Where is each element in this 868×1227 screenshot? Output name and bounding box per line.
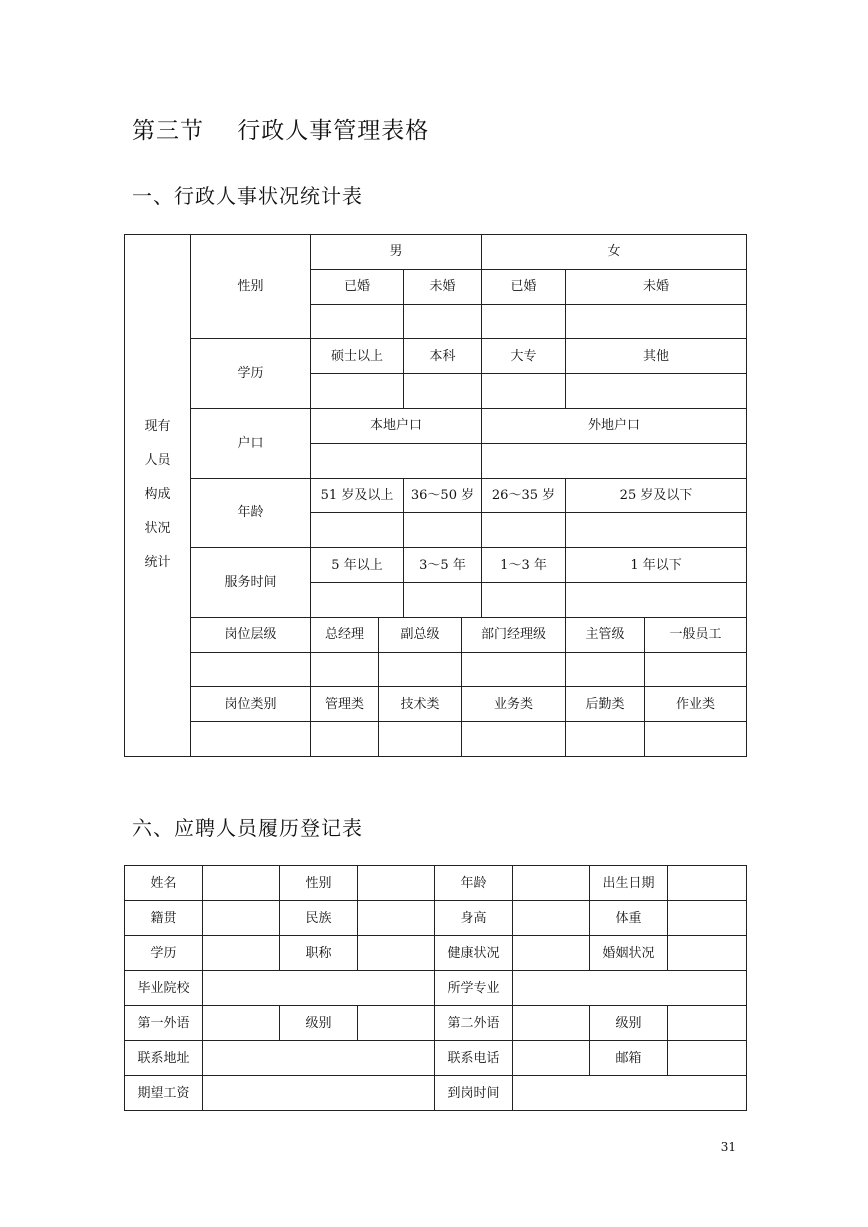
hukou-col: 外地户口: [482, 408, 747, 443]
level-col: 一般员工: [645, 617, 747, 652]
salary-label: 期望工资: [125, 1076, 203, 1111]
male-unmarried: 未婚: [404, 269, 482, 304]
age-label: 年龄: [191, 478, 311, 548]
input-cell[interactable]: [645, 722, 747, 757]
input-cell[interactable]: [311, 722, 379, 757]
side-label: 现有 人员 构成 状况 统计: [125, 235, 191, 757]
personnel-statistics-table: [124, 234, 747, 757]
service-label: 服务时间: [191, 548, 311, 618]
input-cell[interactable]: [311, 304, 404, 339]
phone-input[interactable]: [513, 1041, 590, 1076]
education-col: 本科: [404, 339, 482, 374]
input-cell[interactable]: [379, 652, 462, 687]
marital-input[interactable]: [668, 936, 747, 971]
category-col: 后勤类: [566, 687, 645, 722]
school-input[interactable]: [203, 971, 435, 1006]
service-col: 3～5 年: [404, 548, 482, 583]
input-cell[interactable]: [311, 513, 404, 548]
input-cell[interactable]: [311, 374, 404, 409]
email-label: 邮箱: [590, 1041, 668, 1076]
lang1-input[interactable]: [203, 1006, 280, 1041]
input-cell[interactable]: [311, 582, 404, 617]
category-col: 技术类: [379, 687, 462, 722]
input-cell[interactable]: [191, 722, 311, 757]
education-label: 学历: [125, 936, 203, 971]
lang2-input[interactable]: [513, 1006, 590, 1041]
school-label: 毕业院校: [125, 971, 203, 1006]
input-cell[interactable]: [311, 443, 482, 478]
female-married: 已婚: [482, 269, 566, 304]
category-col: 管理类: [311, 687, 379, 722]
input-cell[interactable]: [191, 652, 311, 687]
female-unmarried: 未婚: [566, 269, 747, 304]
female-header: 女: [482, 235, 747, 270]
level-label: 岗位层级: [191, 617, 311, 652]
input-cell[interactable]: [566, 722, 645, 757]
input-cell[interactable]: [404, 513, 482, 548]
hukou-label: 户口: [191, 408, 311, 478]
input-cell[interactable]: [566, 304, 747, 339]
input-cell[interactable]: [482, 304, 566, 339]
male-married: 已婚: [311, 269, 404, 304]
major-input[interactable]: [513, 971, 747, 1006]
name-input[interactable]: [203, 866, 280, 901]
page-number: 31: [720, 1140, 736, 1154]
height-input[interactable]: [513, 901, 590, 936]
category-col: 业务类: [462, 687, 566, 722]
email-input[interactable]: [668, 1041, 747, 1076]
address-input[interactable]: [203, 1041, 435, 1076]
age-col: 36～50 岁: [404, 478, 482, 513]
input-cell[interactable]: [566, 374, 747, 409]
input-cell[interactable]: [566, 582, 747, 617]
service-col: 1 年以下: [566, 548, 747, 583]
age-col: 51 岁及以上: [311, 478, 404, 513]
birth-input[interactable]: [668, 866, 747, 901]
education-col: 硕士以上: [311, 339, 404, 374]
lang1-label: 第一外语: [125, 1006, 203, 1041]
origin-label: 籍贯: [125, 901, 203, 936]
input-cell[interactable]: [311, 652, 379, 687]
level-col: 主管级: [566, 617, 645, 652]
input-cell[interactable]: [566, 652, 645, 687]
lang1-level-input[interactable]: [358, 1006, 435, 1041]
section-title: 第三节 行政人事管理表格: [132, 118, 430, 144]
address-label: 联系地址: [125, 1041, 203, 1076]
input-cell[interactable]: [482, 443, 747, 478]
level-col: 部门经理级: [462, 617, 566, 652]
input-cell[interactable]: [482, 582, 566, 617]
phone-label: 联系电话: [435, 1041, 513, 1076]
gender-label: 性别: [280, 866, 358, 901]
input-cell[interactable]: [482, 513, 566, 548]
title-label: 职称: [280, 936, 358, 971]
input-cell[interactable]: [404, 582, 482, 617]
input-cell[interactable]: [379, 722, 462, 757]
age-col: 26～35 岁: [482, 478, 566, 513]
lang2-level-input[interactable]: [668, 1006, 747, 1041]
major-label: 所学专业: [435, 971, 513, 1006]
service-col: 1～3 年: [482, 548, 566, 583]
name-label: 姓名: [125, 866, 203, 901]
input-cell[interactable]: [482, 374, 566, 409]
education-input[interactable]: [203, 936, 280, 971]
hukou-col: 本地户口: [311, 408, 482, 443]
gender-label: 性别: [191, 235, 311, 339]
education-col: 大专: [482, 339, 566, 374]
lang2-label: 第二外语: [435, 1006, 513, 1041]
start-date-label: 到岗时间: [435, 1076, 513, 1111]
title-input[interactable]: [358, 936, 435, 971]
male-header: 男: [311, 235, 482, 270]
salary-input[interactable]: [203, 1076, 435, 1111]
lang1-level-label: 级别: [280, 1006, 358, 1041]
origin-input[interactable]: [203, 901, 280, 936]
age-label: 年龄: [435, 866, 513, 901]
weight-label: 体重: [590, 901, 668, 936]
input-cell[interactable]: [566, 513, 747, 548]
health-label: 健康状况: [435, 936, 513, 971]
input-cell[interactable]: [404, 304, 482, 339]
start-date-input[interactable]: [513, 1076, 747, 1111]
category-label: 岗位类别: [191, 687, 311, 722]
statistics-table-title: 一、行政人事状况统计表: [132, 184, 363, 208]
ethnicity-input[interactable]: [358, 901, 435, 936]
category-col: 作业类: [645, 687, 747, 722]
height-label: 身高: [435, 901, 513, 936]
resume-table-title: 六、应聘人员履历登记表: [132, 816, 363, 840]
level-col: 副总级: [379, 617, 462, 652]
input-cell[interactable]: [462, 722, 566, 757]
ethnicity-label: 民族: [280, 901, 358, 936]
service-col: 5 年以上: [311, 548, 404, 583]
education-label: 学历: [191, 339, 311, 409]
lang2-level-label: 级别: [590, 1006, 668, 1041]
education-col: 其他: [566, 339, 747, 374]
gender-input[interactable]: [358, 866, 435, 901]
age-col: 25 岁及以下: [566, 478, 747, 513]
weight-input[interactable]: [668, 901, 747, 936]
level-col: 总经理: [311, 617, 379, 652]
age-input[interactable]: [513, 866, 590, 901]
marital-label: 婚姻状况: [590, 936, 668, 971]
resume-registration-table: [124, 865, 747, 1111]
input-cell[interactable]: [404, 374, 482, 409]
birth-label: 出生日期: [590, 866, 668, 901]
input-cell[interactable]: [645, 652, 747, 687]
input-cell[interactable]: [462, 652, 566, 687]
health-input[interactable]: [513, 936, 590, 971]
